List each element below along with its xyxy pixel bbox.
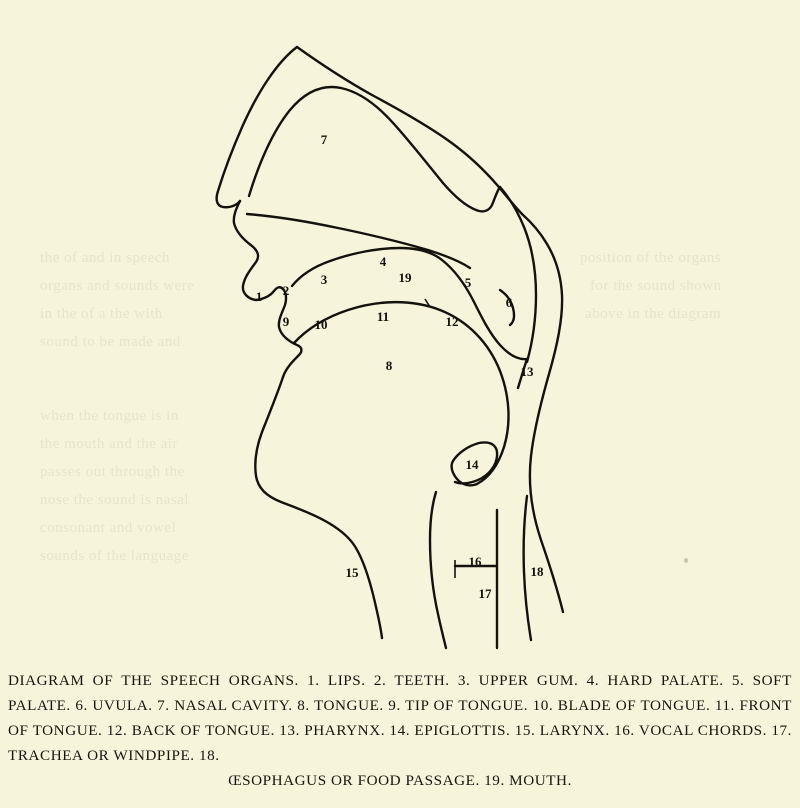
bleed-through-line: the of and in speech <box>40 250 170 266</box>
label-tongue: 8 <box>385 358 393 373</box>
label-mouth: 19 <box>398 270 412 285</box>
bleed-through-line: the mouth and the air <box>40 436 178 452</box>
label-trachea-or-windpipe: 17 <box>478 586 492 601</box>
bleed-through-line: in the of a the with <box>40 306 163 322</box>
label-vocal-chords: 16 <box>468 554 482 569</box>
caption-main: DIAGRAM OF THE SPEECH ORGANS. 1. LIPS. 2. TEETH. 3. UPPER GUM. 4. HARD PALATE. 5. SOFT PALATE. 6. UVULA. 7. NASAL CAVITY. 8. TONGUE. 9. TIP OF TONGUE. 10. BLADE OF TONGUE. 11. FRONT OF TONGUE. 12. BACK OF TONGUE. 13. PHARYNX. 14. EPIGLOTTIS. 15. LARYNX. 16. VOCAL CHORDS. 17. TRACHEA OR WINDPIPE. 18. <box>8 672 792 764</box>
figure-caption <box>8 668 792 793</box>
label-larynx: 15 <box>345 565 359 580</box>
label-front-of-tongue: 11 <box>376 309 390 324</box>
label-epiglottis: 14 <box>465 457 479 472</box>
label-pharynx: 13 <box>520 364 534 379</box>
label-blade-of-tongue: 10 <box>314 317 328 332</box>
bleed-through-line: position of the organs <box>580 250 722 266</box>
caption-last-line: ŒSOPHAGUS OR FOOD PASSAGE. 19. MOUTH. <box>228 772 572 789</box>
bleed-through-line: sounds of the language <box>40 548 189 564</box>
label-nasal-cavity: 7 <box>320 132 328 147</box>
bleed-through-line: organs and sounds were <box>40 278 195 294</box>
bleed-through-line: for the sound shown <box>590 278 722 294</box>
bleed-through-line: above in the diagram <box>585 306 722 322</box>
label-teeth: 2 <box>282 283 290 298</box>
label-hard-palate: 4 <box>379 254 387 269</box>
bleed-through-line: when the tongue is in <box>40 408 179 424</box>
bleed-through-line: nose the sound is nasal <box>40 492 189 508</box>
label-back-of-tongue: 12 <box>445 314 459 329</box>
bleed-through-line: sound to be made and <box>40 334 181 350</box>
label-upper-gum: 3 <box>320 272 328 287</box>
label-oesophagus-or-food-passage: 18 <box>530 564 544 579</box>
bleed-through-line: consonant and vowel <box>40 520 177 536</box>
label-tip-of-tongue: 9 <box>282 314 290 329</box>
bleed-through-line: passes out through the <box>40 464 185 480</box>
label-lips: 1 <box>255 289 263 304</box>
label-soft-palate: 5 <box>464 275 472 290</box>
label-uvula: 6 <box>505 295 513 310</box>
